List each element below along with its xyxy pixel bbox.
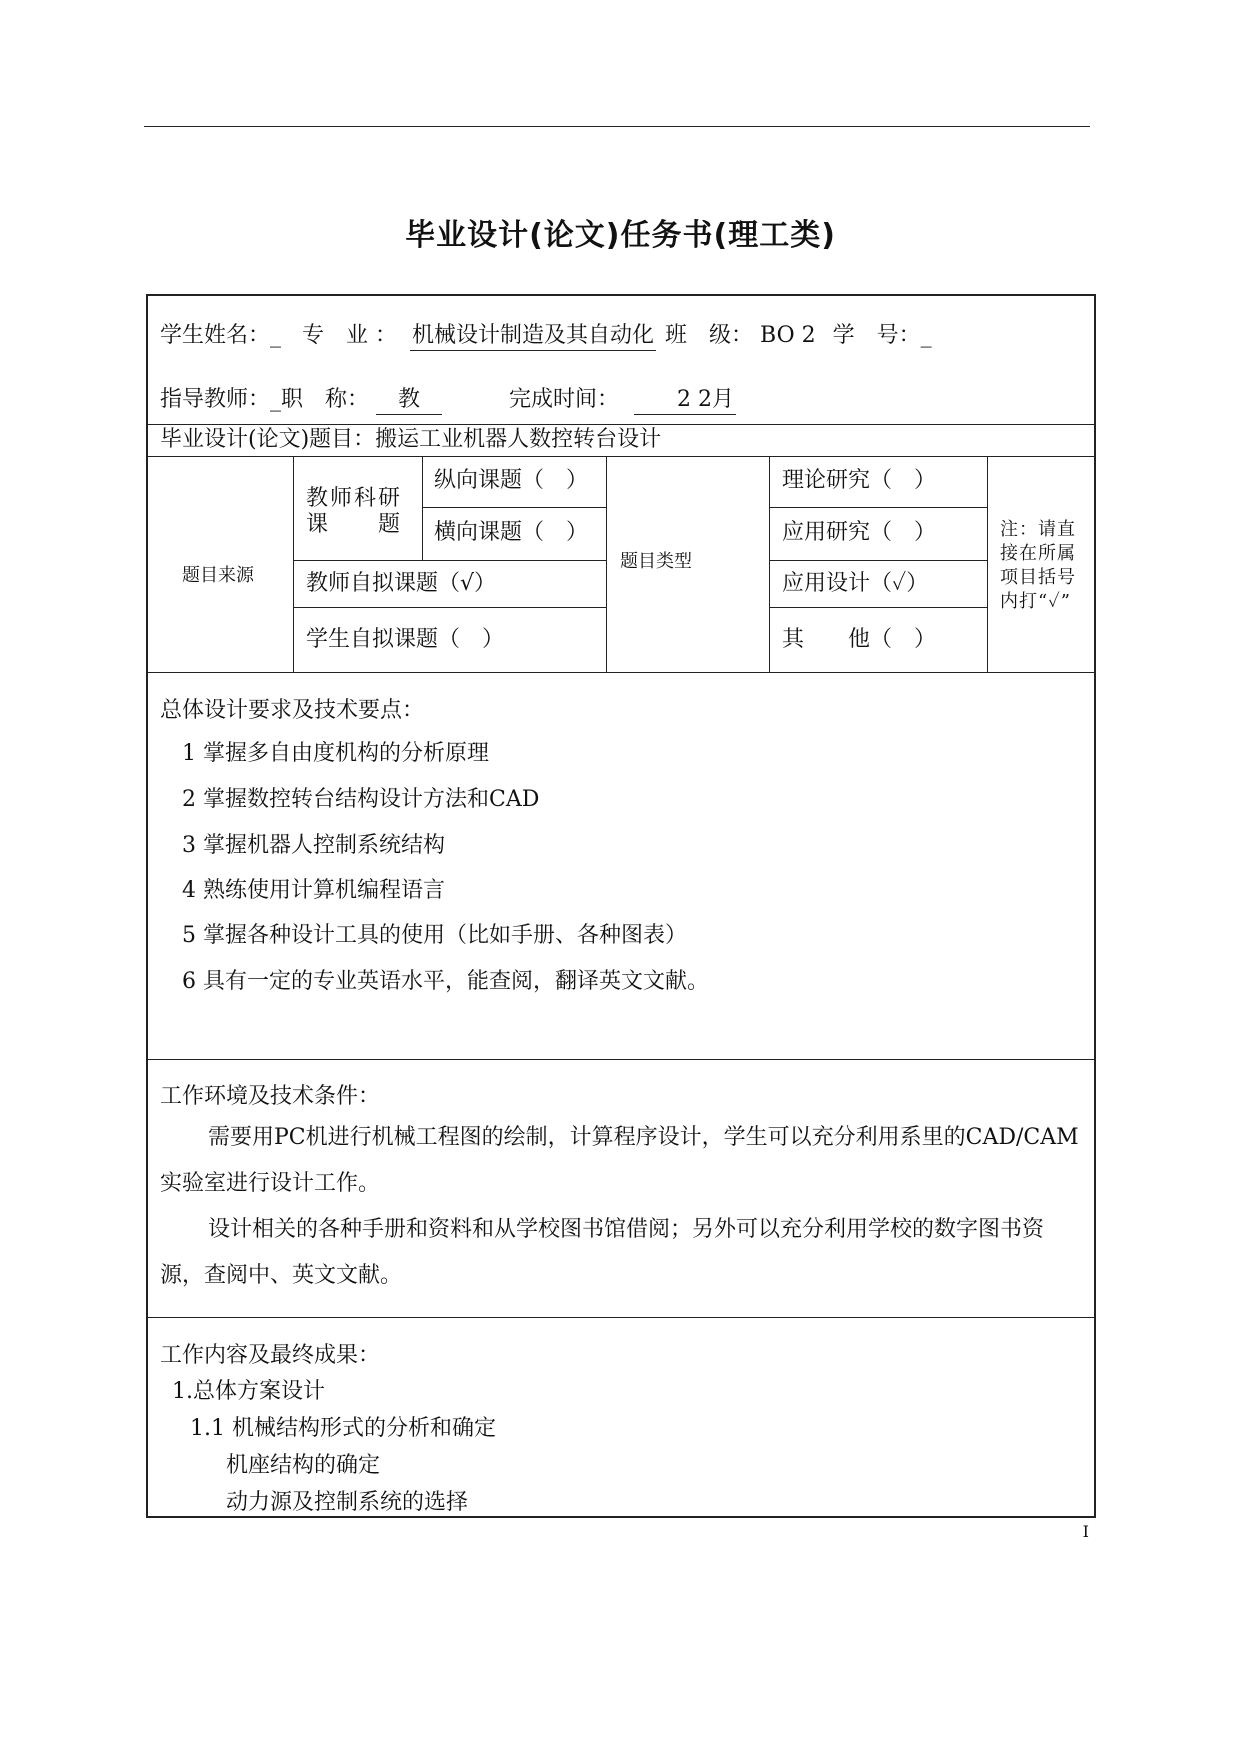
- cell-divider: [422, 507, 606, 508]
- work-heading: 工作内容及最终成果：: [160, 1343, 381, 1368]
- environment-heading: 工作环境及技术条件：: [160, 1084, 381, 1109]
- major-value: 机械设计制造及其自动化: [410, 322, 656, 351]
- applied-design-option: 应用设计（✓）: [782, 571, 929, 596]
- theory-research-option: 理论研究（ ）: [782, 468, 937, 493]
- requirement-item: 5 掌握各种设计工具的使用（比如手册、各种图表）: [182, 923, 687, 948]
- advisor-label: 指导教师：_职 称：: [160, 387, 370, 412]
- col-divider: [769, 456, 770, 672]
- requirements-heading: 总体设计要求及技术要点：: [160, 698, 425, 723]
- teacher-self-topic-option: 教师自拟课题（√）: [306, 571, 497, 596]
- topic-row: [160, 426, 661, 454]
- horizontal-topic-option: 横向课题（ ）: [434, 520, 589, 545]
- work-line: 1.总体方案设计: [172, 1379, 325, 1404]
- teacher-research-label: 教师科研课 题: [306, 486, 403, 537]
- environment-paragraph-2: 设计相关的各种手册和资料和从学校图书馆借阅；另外可以充分利用学校的数字图书资源，查阅中、英文文献。: [160, 1217, 1045, 1288]
- requirement-item: 2 掌握数控转台结构设计方法和CAD: [182, 787, 540, 812]
- col-divider: [422, 456, 423, 560]
- cell-divider: [769, 560, 987, 561]
- row-divider: [146, 1059, 1096, 1060]
- cell-divider: [293, 607, 606, 608]
- finish-time-value: 2 2月: [634, 386, 736, 415]
- header-rule: [144, 126, 1090, 127]
- requirement-item: 4 熟练使用计算机编程语言: [182, 878, 445, 903]
- row-divider: [146, 424, 1096, 425]
- row-divider: [146, 456, 1096, 457]
- source-label: 题目来源: [182, 565, 254, 586]
- advisor-title-value: 教: [376, 386, 442, 415]
- cell-divider: [769, 507, 987, 508]
- requirement-item: 1 掌握多自由度机构的分析原理: [182, 741, 489, 766]
- col-divider: [293, 456, 294, 672]
- page-number: I: [1082, 1522, 1089, 1541]
- environment-paragraph-1: 需要用PC机进行机械工程图的绘制，计算程序设计，学生可以充分利用系里的CAD/CAM实验室进行设计工作。: [160, 1125, 1079, 1196]
- page-title: 毕业设计(论文)任务书(理工类): [405, 218, 836, 253]
- cell-divider: [769, 607, 987, 608]
- task-table: [146, 294, 1096, 1518]
- vertical-topic-option: 纵向课题（ ）: [434, 468, 589, 493]
- other-option: 其 他（ ）: [782, 627, 937, 652]
- work-line: 1.1 机械结构形式的分析和确定: [190, 1416, 496, 1441]
- topic-value: 搬运工业机器人数控转台设计: [375, 427, 662, 452]
- work-line: 动力源及控制系统的选择: [226, 1490, 469, 1515]
- student-no-label: 学 号：_: [832, 323, 932, 348]
- class-value: BO 2: [760, 323, 816, 348]
- col-divider: [606, 456, 607, 672]
- applied-research-option: 应用研究（ ）: [782, 520, 937, 545]
- class-label: 班 级：: [665, 323, 754, 348]
- type-label: 题目类型: [620, 551, 692, 572]
- work-line: 机座结构的确定: [226, 1453, 381, 1478]
- topic-label: 毕业设计(论文)题目：: [160, 427, 376, 452]
- col-divider: [987, 456, 988, 672]
- finish-time-label: 完成时间：: [509, 387, 620, 412]
- student-self-topic-option: 学生自拟课题（ ）: [306, 627, 505, 652]
- student-name-label: 学生姓名：_: [160, 323, 282, 348]
- student-info-row: [160, 322, 932, 351]
- major-label: 专 业 ：: [302, 323, 398, 348]
- note-text: 注：请直接在所属项目括号内打“✓”: [1000, 519, 1076, 612]
- advisor-info-row: [160, 386, 736, 415]
- row-divider: [146, 672, 1096, 673]
- row-divider: [146, 1317, 1096, 1318]
- requirement-item: 6 具有一定的专业英语水平，能查阅，翻译英文文献。: [182, 969, 709, 994]
- cell-divider: [293, 560, 606, 561]
- requirement-item: 3 掌握机器人控制系统结构: [182, 833, 445, 858]
